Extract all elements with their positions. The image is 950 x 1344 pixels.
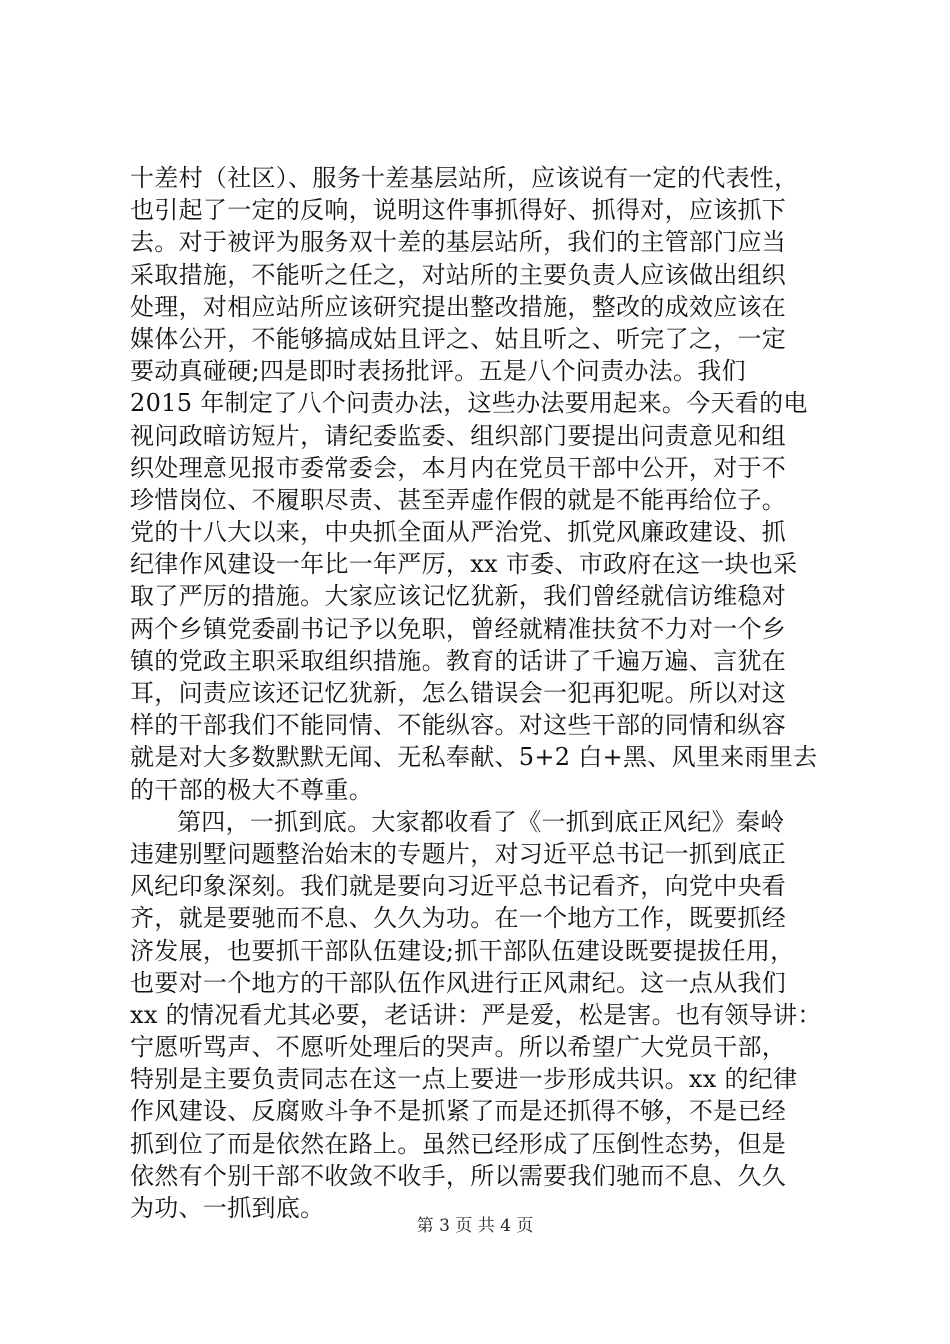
text-line: 济发展，也要抓干部队伍建设;抓干部队伍建设既要提拔任用， bbox=[130, 936, 795, 965]
text-line: 纪律作风建设一年比一年严厉，xx 市委、市政府在这一块也采 bbox=[130, 550, 798, 579]
text-line: 就是对大多数默默无闻、无私奉献、5+2 白+黑、风里来雨里去 bbox=[130, 743, 818, 772]
text-line: 去。对于被评为服务双十差的基层站所，我们的主管部门应当 bbox=[130, 228, 787, 257]
text-line: 特别是主要负责同志在这一点上要进一步形成共识。xx 的纪律 bbox=[130, 1065, 798, 1094]
text-line: 媒体公开，不能够搞成姑且评之、姑且听之、听完了之，一定 bbox=[130, 324, 787, 353]
text-line: 风纪印象深刻。我们就是要向习近平总书记看齐，向党中央看 bbox=[130, 872, 787, 901]
text-line: 党的十八大以来，中央抓全面从严治党、抓党风廉政建设、抓 bbox=[130, 518, 787, 547]
text-line: 宁愿听骂声、不愿听处理后的哭声。所以希望广大党员干部， bbox=[130, 1033, 787, 1062]
text-line: 采取措施，不能听之任之，对站所的主要负责人应该做出组织 bbox=[130, 260, 787, 289]
text-line: 2015 年制定了八个问责办法，这些办法要用起来。今天看的电 bbox=[130, 389, 808, 418]
text-line: 也要对一个地方的干部队伍作风进行正风肃纪。这一点从我们 bbox=[130, 968, 787, 997]
text-line: 两个乡镇党委副书记予以免职，曾经就精准扶贫不力对一个乡 bbox=[130, 614, 787, 643]
text-line: 十差村（社区）、服务十差基层站所，应该说有一定的代表性， bbox=[130, 164, 799, 192]
text-line: 第四，一抓到底。大家都收看了《一抓到底正风纪》秦岭 bbox=[177, 807, 785, 836]
text-line: 取了严厉的措施。大家应该记忆犹新，我们曾经就信访维稳对 bbox=[130, 582, 787, 611]
text-line: 样的干部我们不能同情、不能纵容。对这些干部的同情和纵容 bbox=[130, 711, 787, 740]
text-line: xx 的情况看尤其必要，老话讲：严是爱，松是害。也有领导讲： bbox=[130, 1000, 822, 1029]
text-line: 珍惜岗位、不履职尽责、甚至弄虚作假的就是不能再给位子。 bbox=[130, 485, 787, 514]
text-line: 要动真碰硬;四是即时表扬批评。五是八个问责办法。我们 bbox=[130, 357, 746, 386]
text-line: 镇的党政主职采取组织措施。教育的话讲了千遍万遍、言犹在 bbox=[130, 646, 787, 675]
text-line: 为功、一抓到底。 bbox=[130, 1194, 325, 1222]
text-line: 抓到位了而是依然在路上。虽然已经形成了压倒性态势，但是 bbox=[130, 1129, 787, 1158]
text-line: 视问政暗访短片，请纪委监委、组织部门要提出问责意见和组 bbox=[130, 421, 787, 450]
text-line: 依然有个别干部不收敛不收手，所以需要我们驰而不息、久久 bbox=[130, 1161, 787, 1190]
text-line: 违建别墅问题整治始末的专题片，对习近平总书记一抓到底正 bbox=[130, 839, 787, 868]
text-line: 织处理意见报市委常委会，本月内在党员干部中公开，对于不 bbox=[130, 453, 787, 482]
document-body bbox=[130, 162, 830, 1224]
text-line: 处理，对相应站所应该研究提出整改措施，整改的成效应该在 bbox=[130, 292, 787, 321]
text-line: 耳，问责应该还记忆犹新，怎么错误会一犯再犯呢。所以对这 bbox=[130, 679, 787, 707]
page-footer: 第 3 页 共 4 页 bbox=[416, 1216, 534, 1236]
text-line: 也引起了一定的反响，说明这件事抓得好、抓得对，应该抓下 bbox=[130, 196, 787, 225]
text-line: 作风建设、反腐败斗争不是抓紧了而是还抓得不够，不是已经 bbox=[130, 1097, 787, 1126]
text-line: 的干部的极大不尊重。 bbox=[130, 775, 373, 804]
text-line: 齐，就是要驰而不息、久久为功。在一个地方工作，既要抓经 bbox=[130, 904, 787, 933]
